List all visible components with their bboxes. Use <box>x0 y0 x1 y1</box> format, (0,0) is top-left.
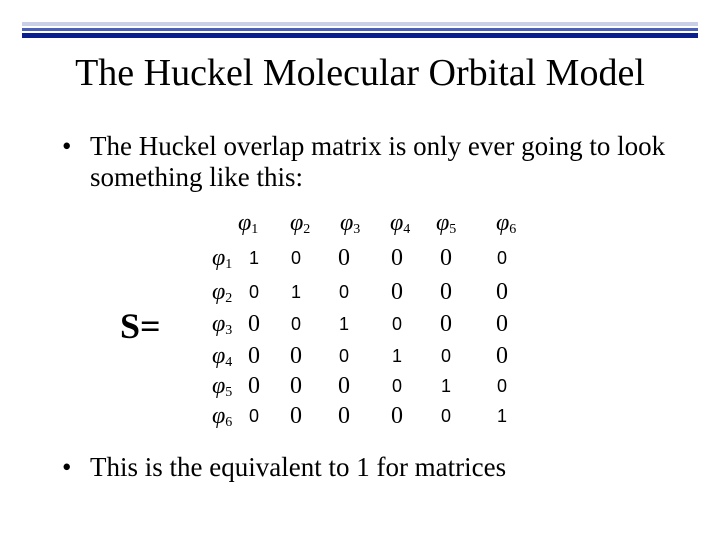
matrix-cell: 0 <box>496 248 507 268</box>
bullet-icon: • <box>62 131 72 161</box>
matrix-cell: 0 <box>440 311 452 337</box>
matrix-row-header: $\varphi_5$ <box>212 373 233 400</box>
matrix-column-header: $\varphi_5$ <box>436 210 457 237</box>
matrix-cell: 0 <box>391 279 403 305</box>
matrix-cell: 0 <box>338 245 350 271</box>
matrix-cell: 1 <box>440 376 451 396</box>
slide-title: The Huckel Molecular Orbital Model <box>75 52 645 94</box>
matrix-cell: 0 <box>248 311 260 337</box>
matrix-column-header: $\varphi_2$ <box>290 210 311 237</box>
matrix-cell: 0 <box>338 346 349 366</box>
matrix-cell: 0 <box>290 314 301 334</box>
matrix-cell: 1 <box>338 314 349 334</box>
matrix-cell: 1 <box>496 406 507 426</box>
matrix-cell: 0 <box>496 311 508 337</box>
matrix-cell: 0 <box>290 373 302 399</box>
bullet-text: The Huckel overlap matrix is only ever going to look something like this: <box>90 131 666 192</box>
matrix-column-header: $\varphi_3$ <box>340 210 361 237</box>
bullet-item-overlap-matrix <box>62 131 692 197</box>
matrix-cell: 1 <box>391 346 402 366</box>
matrix-cell: 1 <box>290 282 301 302</box>
matrix-cell: 0 <box>440 245 452 271</box>
matrix-column-header: $\varphi_1$ <box>238 210 259 237</box>
header-bar-mid-stripe <box>22 28 698 31</box>
matrix-cell: 0 <box>248 343 260 369</box>
matrix-cell: 0 <box>338 282 349 302</box>
matrix-cell: 0 <box>290 343 302 369</box>
matrix-row-header: $\varphi_3$ <box>212 311 233 338</box>
header-bar-dark-stripe <box>22 33 698 38</box>
matrix-cell: 0 <box>338 403 350 429</box>
matrix-cell: 0 <box>248 282 259 302</box>
matrix-row-header: $\varphi_2$ <box>212 279 233 306</box>
matrix-cell: 0 <box>391 403 403 429</box>
matrix-cell: 0 <box>496 279 508 305</box>
matrix-cell: 0 <box>290 403 302 429</box>
matrix-row-header: $\varphi_6$ <box>212 403 233 430</box>
matrix-column-header: $\varphi_4$ <box>390 210 411 237</box>
matrix-cell: 0 <box>440 279 452 305</box>
matrix-cell: 0 <box>391 245 403 271</box>
matrix-cell: 0 <box>496 343 508 369</box>
matrix-cell: 0 <box>391 376 402 396</box>
matrix-row-header: $\varphi_4$ <box>212 343 233 370</box>
matrix-row-header: $\varphi_1$ <box>212 245 233 272</box>
matrix-cell: 0 <box>440 346 451 366</box>
header-bar <box>22 22 698 42</box>
matrix-cell: 0 <box>290 248 301 268</box>
matrix-cell: 0 <box>391 314 402 334</box>
matrix-cell: 0 <box>496 376 507 396</box>
matrix-cell: 0 <box>248 373 260 399</box>
matrix-cell: 0 <box>248 406 259 426</box>
matrix-column-header: $\varphi_6$ <box>496 210 517 237</box>
bullet-text: This is the equivalent to 1 for matrices <box>90 452 507 482</box>
matrix-cell: 0 <box>440 406 451 426</box>
bullet-icon: • <box>62 452 72 482</box>
bullet-item-equivalent <box>62 452 682 486</box>
matrix-label: S= <box>120 306 161 346</box>
matrix-cell: 1 <box>248 248 259 268</box>
matrix-cell: 0 <box>338 373 350 399</box>
header-bar-light-stripe <box>22 22 698 26</box>
